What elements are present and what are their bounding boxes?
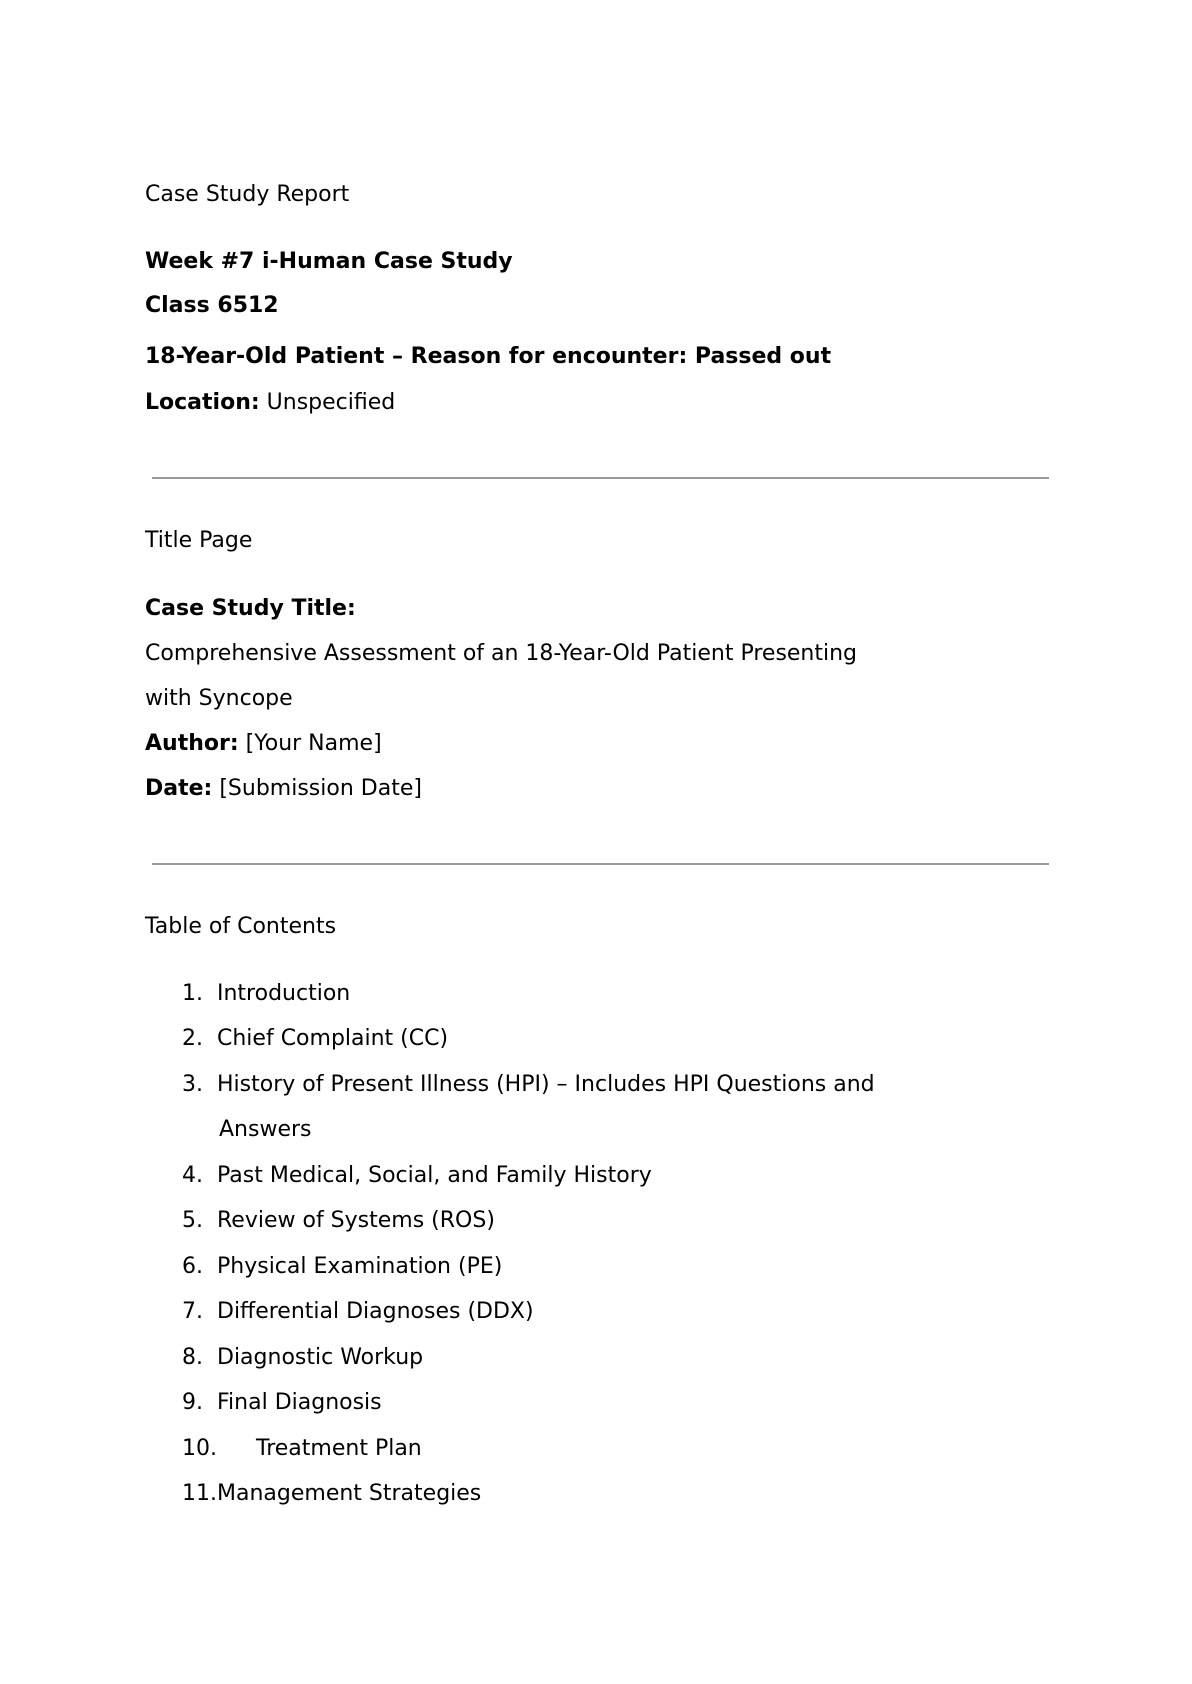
toc-item: Management Strategies (217, 1481, 482, 1506)
toc-number: 5. (182, 1208, 203, 1233)
toc-number: 6. (182, 1254, 203, 1279)
toc-number: 10. (182, 1436, 217, 1461)
location-line (145, 389, 395, 417)
divider (152, 477, 1049, 479)
toc-number: 8. (182, 1345, 203, 1370)
class-title: Class 6512 (145, 293, 279, 318)
toc-number: 7. (182, 1299, 203, 1324)
document-type: Case Study Report (145, 182, 350, 207)
toc-item: Introduction (217, 981, 351, 1006)
author-line (145, 730, 382, 758)
toc-item: Chief Complaint (CC) (217, 1026, 449, 1051)
toc-item: Physical Examination (PE) (217, 1254, 503, 1279)
author-label: Author: (145, 731, 239, 756)
toc-item: Treatment Plan (256, 1436, 422, 1461)
toc-item-continuation: Answers (219, 1117, 312, 1142)
toc-item: Final Diagnosis (217, 1390, 382, 1415)
toc-number: 2. (182, 1026, 203, 1051)
date-label: Date: (145, 776, 213, 801)
case-title-label: Case Study Title: (145, 596, 356, 621)
toc-item: Review of Systems (ROS) (217, 1208, 495, 1233)
toc-number: 9. (182, 1390, 203, 1415)
toc-heading: Table of Contents (145, 914, 337, 939)
case-title-line2: with Syncope (145, 686, 293, 711)
location-value: Unspecified (259, 390, 396, 415)
patient-line: 18-Year-Old Patient – Reason for encounter: Passed out (145, 344, 832, 369)
toc-number: 11. (182, 1481, 217, 1506)
toc-item: Past Medical, Social, and Family History (217, 1163, 652, 1188)
toc-number: 1. (182, 981, 203, 1006)
author-value: [Your Name] (238, 731, 382, 756)
title-page-heading: Title Page (145, 528, 253, 553)
location-label: Location: (145, 390, 260, 415)
toc-item: Differential Diagnoses (DDX) (217, 1299, 534, 1324)
toc-number: 4. (182, 1163, 203, 1188)
case-title-line1: Comprehensive Assessment of an 18-Year-Old Patient Presenting (145, 641, 858, 666)
toc-item: Diagnostic Workup (217, 1345, 424, 1370)
date-value: [Submission Date] (212, 776, 422, 801)
divider (152, 863, 1049, 865)
week-title: Week #7 i-Human Case Study (145, 249, 513, 274)
toc-number: 3. (182, 1072, 203, 1097)
date-line (145, 775, 422, 803)
toc-item: History of Present Illness (HPI) – Includes HPI Questions and (217, 1072, 875, 1097)
